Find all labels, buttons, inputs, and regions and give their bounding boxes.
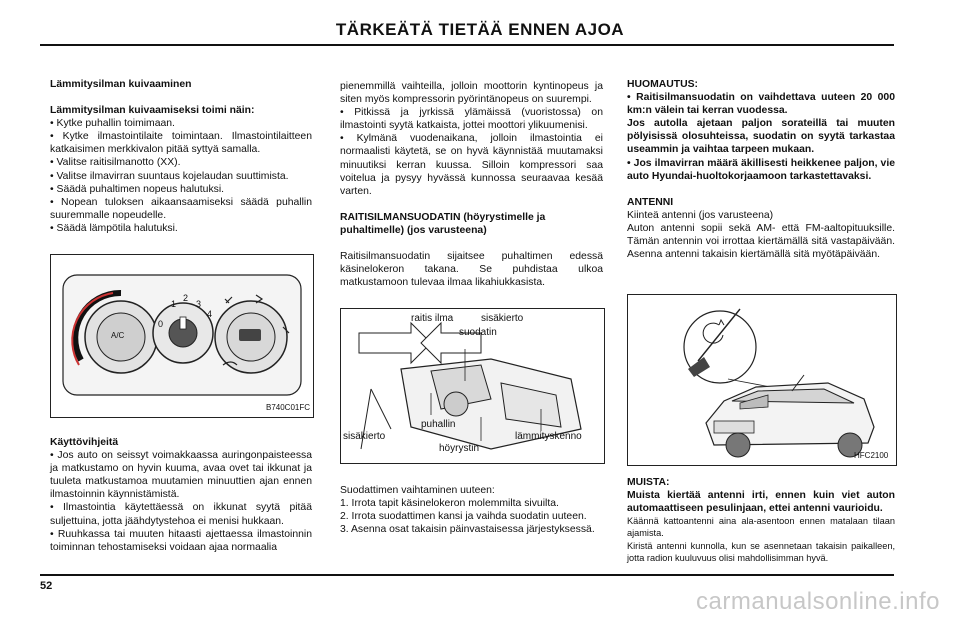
climate-control-illustration <box>51 255 313 417</box>
steps-intro: Suodattimen vaihtaminen uuteen: <box>340 485 495 496</box>
section-heading-dehumidify: Lämmitysilman kuivaaminen <box>50 79 192 90</box>
step-item: • Valitse raitisilmanotto (XX). <box>50 157 181 169</box>
antenna-heading: ANTENNI <box>627 196 674 208</box>
step-item: • Valitse ilmavirran suuntaus kojelaudan suuttimista. <box>50 170 289 182</box>
note-text: Jos autolla ajetaan paljon sorateillä tai muuten pölyisissä olosuhteissa, suodatin on syytä tarkastaa useammin ja vaihtaa tarpeen mukaan. <box>627 118 895 156</box>
antenna-reminder <box>627 476 895 564</box>
antenna-figure <box>627 294 897 466</box>
step-item: 1. Irrota tapit käsinelokeron molemmilta sivuilta. <box>340 498 559 510</box>
reminder-heading: MUISTA: <box>627 477 670 488</box>
column-2 <box>340 80 603 289</box>
watermark: carmanualsonline.info <box>696 588 940 615</box>
tips-heading: Käyttövihjeitä <box>50 437 119 448</box>
antenna-text: Auton antenni sopii sekä AM- että FM-aaltopituuksille. Tämän antennin voi irrottaa kiertämällä sitä vastapäivään. Asenna antenni takaisin kiertämällä sitä myötäpäivään. <box>627 222 895 261</box>
ac-button-label: A/C <box>111 331 125 340</box>
section-heading-filter: RAITISILMANSUODATIN (höyrystimelle ja puhaltimelle) (jos varusteena) <box>340 211 546 236</box>
label-heater-core: lämmityskenno <box>515 431 582 442</box>
label-fresh-air: raitis ilma <box>411 313 454 324</box>
section-subheading-steps: Lämmitysilman kuivaamiseksi toimi näin: <box>50 105 255 117</box>
column-3 <box>627 78 895 261</box>
figure-code: HFC2100 <box>854 451 889 460</box>
label-recirculation-top: sisäkierto <box>481 313 524 324</box>
fan-speed-mark: 3 <box>196 299 202 309</box>
footer-divider <box>40 574 894 576</box>
reminder-text: Käännä kattoantenni aina ala-asentoon ennen matalaan tilaan ajamista. <box>627 516 895 539</box>
note-text: • Raitisilmansuodatin on vaihdettava uuteen 20 000 km:n välein tai kerran vuodessa. <box>627 92 895 117</box>
reminder-text: Kiristä antenni kunnolla, kun se asennetaan takaisin paikalleen, jotta radion kuuluvuus olisi mahdollisimman hyvä. <box>627 540 895 563</box>
label-filter: suodatin <box>459 327 497 338</box>
column-1 <box>50 78 312 235</box>
page-title: TÄRKEÄTÄ TIETÄÄ ENNEN AJOA <box>335 20 625 39</box>
fan-speed-mark: 4 <box>207 309 213 319</box>
page-number: 52 <box>40 580 53 592</box>
note-heading: HUOMAUTUS: <box>627 79 698 90</box>
climate-control-figure <box>50 254 314 418</box>
tip-item: • Jos auto on seissyt voimakkaassa auringonpaisteessa ja matkustamo on hyvin kuuma, avaa ovet tai ikkunat ja tuuleta matkustamoa muutamien minuuttien ajan ennen ilmastoinnin käynnistämistä. <box>50 450 312 501</box>
step-item: • Säädä lämpötila halutuksi. <box>50 222 178 234</box>
reminder-bold-text: Muista kiertää antenni irti, ennen kuin viet auton automaattiseen pesulinjaan, ettei antenni vaurioidu. <box>627 490 895 515</box>
paragraph: pienemmillä vaihteilla, jolloin moottorin kyntinopeus ja siten myös kompressorin pyörintänopeus on suurempi. <box>340 81 603 106</box>
step-item: • Kytke puhallin toimimaan. <box>50 118 175 130</box>
air-filter-figure <box>340 308 605 464</box>
figure-code: B740C01FC <box>266 403 311 412</box>
label-blower: puhallin <box>421 419 456 430</box>
fan-speed-mark: 2 <box>183 293 189 303</box>
tips-section <box>50 436 312 554</box>
step-item: 3. Asenna osat takaisin päinvastaisessa järjestyksessä. <box>340 524 595 536</box>
paragraph: • Kylmänä vuodenaikana, jolloin ilmastointia ei normaalisti käytetä, se on hyvä käynnistää muutamaksi minuutiksi kerran kuussa. Silloin kompressori saa voitelua ja pysyy hyvässä kunnossa seuraavaa kesää varten. <box>340 133 603 197</box>
step-item: • Säädä puhaltimen nopeus halutuksi. <box>50 183 225 195</box>
fan-speed-mark: 0 <box>158 319 164 329</box>
step-item: • Nopean tuloksen aikaansaamiseksi säädä puhallin suuremmalle nopeudelle. <box>50 196 312 221</box>
tip-item: • Ruuhkassa tai muuten hitaasti ajettaessa ilmastoinnin toiminnan tehostamiseksi voidaan ajaa normaalia <box>50 528 312 553</box>
filter-replacement-steps <box>340 484 603 536</box>
tip-item: • Ilmastointia käytettäessä on ikkunat syytä pitää suljettuina, jotta jäähdytystehoa ei menisi hukkaan. <box>50 502 312 527</box>
note-text: • Jos ilmavirran määrä äkillisesti heikkenee paljon, vie auto Hyundai-huoltokorjaamoon tarkastettavaksi. <box>627 157 895 182</box>
antenna-subtitle: Kiinteä antenni (jos varusteena) <box>627 209 774 221</box>
step-item: 2. Irrota suodattimen kansi ja vaihda suodatin uuteen. <box>340 511 587 523</box>
label-recirculation-bottom: sisäkierto <box>343 431 386 442</box>
step-item: • Kytke ilmastointilaite toimintaan. Ilmastointilaitteen katkaisimen merkkivalon pitää syttyä samalla. <box>50 131 312 156</box>
paragraph: Raitisilmansuodatin sijaitsee puhaltimen edessä käsinelokeron takana. Se puhdistaa ulkoa matkustamoon tulevaa ilmaa likahiukkasista. <box>340 251 603 289</box>
label-evaporator: höyrystin <box>439 443 480 454</box>
car-antenna-illustration <box>628 295 896 465</box>
header-divider <box>40 44 894 46</box>
paragraph: • Pitkissä ja jyrkissä ylämäissä (vuoristossa) on ilmastointi syytä katkaista, jottei moottori ylikuumenisi. <box>340 107 603 132</box>
fan-speed-mark: 1 <box>171 299 177 309</box>
